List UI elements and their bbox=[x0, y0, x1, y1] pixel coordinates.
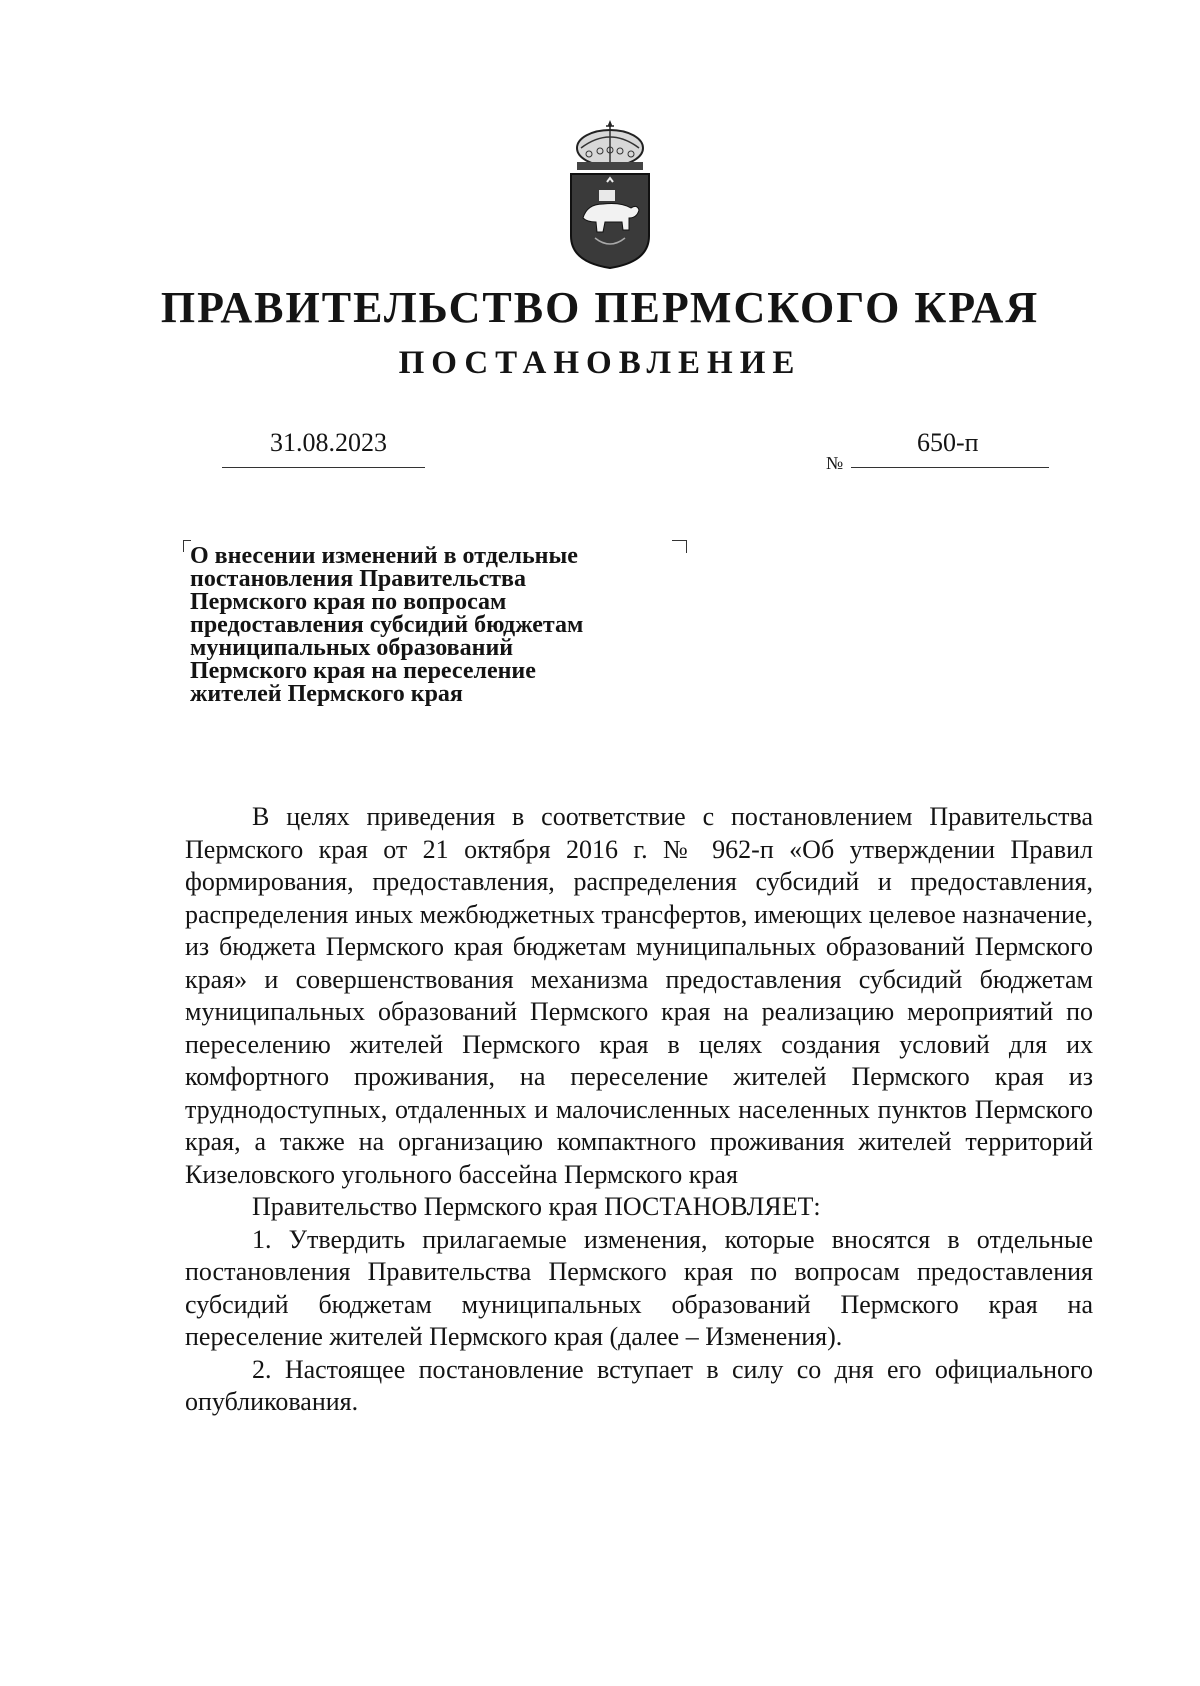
document-type-title: ПОСТАНОВЛЕНИЕ bbox=[398, 345, 802, 381]
preamble-paragraph: В целях приведения в соответствие с постановлением Правительства Пермского края от 21 октября 2016 г. № 962-п «Об утверждении Правил формирования, предоставления, распределения субсидий и предоставления, распределения иных межбюджетных трансфертов, имеющих целевое назначение, из бюджета Пермского края бюджетам муниципальных образований Пермского края» и совершенствования механизма предоставления субсидий бюджетам муниципальных образований Пермского края на реализацию мероприятий по переселению жителей Пермского края в целях создания условий для их комфортного проживания, на переселение жителей Пермского края из труднодоступных, отдаленных и малочисленных населенных пунктов Пермского края, а также на организацию компактного проживания жителей территорий Кизеловского угольного бассейна Пермского края bbox=[185, 802, 1093, 1189]
subject-line: Пермского края на переселение bbox=[190, 658, 536, 684]
decree-paragraph: Правительство Пермского края ПОСТАНОВЛЯЕТ: bbox=[252, 1192, 821, 1221]
item-2-paragraph: 2. Настоящее постановление вступает в силу со дня его официального опубликования. bbox=[185, 1354, 1093, 1416]
document-body bbox=[185, 801, 1093, 1419]
subject-line: предоставления субсидий бюджетам bbox=[190, 612, 584, 638]
subject-line: муниципальных образований bbox=[190, 635, 514, 661]
government-title: ПРАВИТЕЛЬСТВО ПЕРМСКОГО КРАЯ bbox=[160, 283, 1040, 332]
coat-of-arms-emblem bbox=[565, 118, 655, 270]
subject-line: жителей Пермского края bbox=[190, 681, 463, 707]
subject-line: постановления Правительства bbox=[190, 566, 526, 592]
subject-line: Пермского края по вопросам bbox=[190, 589, 507, 615]
number-sign: № bbox=[826, 453, 844, 473]
document-date: 31.08.2023 bbox=[270, 428, 387, 457]
subject-title bbox=[190, 545, 690, 706]
date-underline bbox=[222, 467, 425, 468]
document-number: 650-п bbox=[917, 428, 979, 457]
subject-line: О внесении изменений в отдельные bbox=[190, 543, 578, 569]
number-underline bbox=[851, 467, 1049, 468]
item-1-paragraph: 1. Утвердить прилагаемые изменения, которые вносятся в отдельные постановления Правительства Пермского края по вопросам предоставления субсидий бюджетам муниципальных образований Пермского края на переселение жителей Пермского края (далее – Изменения). bbox=[185, 1224, 1093, 1351]
